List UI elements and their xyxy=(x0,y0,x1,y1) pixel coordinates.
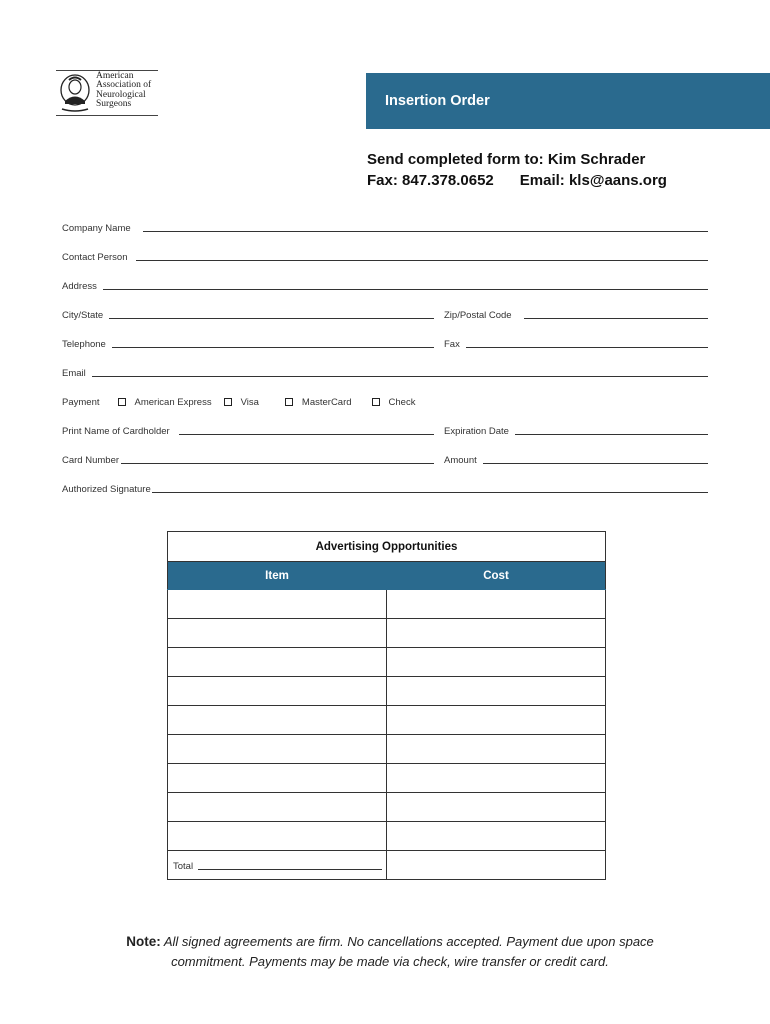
portrait-seal-icon xyxy=(58,73,92,113)
visa-label: Visa xyxy=(240,396,259,408)
company-name-field[interactable] xyxy=(62,220,708,234)
zip-line[interactable] xyxy=(524,318,708,319)
aans-logo xyxy=(56,70,158,116)
check-label: Check xyxy=(388,396,416,408)
fax-field[interactable] xyxy=(444,336,708,350)
table-row xyxy=(168,590,606,619)
total-row xyxy=(168,851,606,880)
cost-cell[interactable] xyxy=(387,793,606,822)
fax-line[interactable] xyxy=(466,347,708,348)
telephone-label: Telephone xyxy=(62,339,106,350)
item-cell[interactable] xyxy=(168,735,387,764)
city-state-label: City/State xyxy=(62,310,104,321)
cardholder-label: Print Name of Cardholder xyxy=(62,426,170,437)
column-header-cost: Cost xyxy=(387,562,606,590)
contact-line xyxy=(367,170,667,191)
cost-cell[interactable] xyxy=(387,822,606,851)
send-info xyxy=(367,149,667,191)
city-state-field[interactable] xyxy=(62,307,434,321)
signature-label: Authorized Signature xyxy=(62,484,151,495)
mastercard-label: MasterCard xyxy=(301,396,352,408)
item-cell[interactable] xyxy=(168,677,387,706)
company-name-line[interactable] xyxy=(143,231,708,232)
zip-field[interactable] xyxy=(444,307,708,321)
address-label: Address xyxy=(62,281,97,292)
note-label: Note: xyxy=(126,934,161,949)
amex-label: American Express xyxy=(134,396,212,408)
address-field[interactable] xyxy=(62,278,708,292)
cost-cell[interactable] xyxy=(387,648,606,677)
payment-label: Payment xyxy=(62,396,100,408)
logo-bottom-rule xyxy=(56,115,158,116)
table-header-row xyxy=(168,562,606,590)
logo-wordmark: American Association of Neurological Surgeons xyxy=(96,71,152,110)
check-checkbox[interactable] xyxy=(372,398,380,406)
total-cost-cell[interactable] xyxy=(387,851,606,880)
table-row xyxy=(168,764,606,793)
zip-label: Zip/Postal Code xyxy=(444,310,512,321)
column-header-item: Item xyxy=(168,562,387,590)
cost-cell[interactable] xyxy=(387,735,606,764)
note xyxy=(90,932,690,972)
email-field[interactable] xyxy=(62,365,708,379)
payment-option-visa[interactable] xyxy=(224,397,259,408)
payment-option-amex[interactable] xyxy=(118,397,212,408)
amount-line[interactable] xyxy=(483,463,708,464)
fax-label: Fax xyxy=(444,339,460,350)
expiration-label: Expiration Date xyxy=(444,426,509,437)
item-cell[interactable] xyxy=(168,590,387,619)
item-cell[interactable] xyxy=(168,793,387,822)
table-caption: Advertising Opportunities xyxy=(168,532,606,562)
total-line[interactable] xyxy=(198,869,382,870)
telephone-field[interactable] xyxy=(62,336,434,350)
city-state-line[interactable] xyxy=(109,318,434,319)
mastercard-checkbox[interactable] xyxy=(285,398,293,406)
email-label: Email xyxy=(62,368,86,379)
contact-person-label: Contact Person xyxy=(62,252,128,263)
cost-cell[interactable] xyxy=(387,677,606,706)
cardholder-line[interactable] xyxy=(179,434,434,435)
fax-number: Fax: 847.378.0652 xyxy=(367,172,494,189)
item-cell[interactable] xyxy=(168,706,387,735)
note-text: All signed agreements are firm. No cancellations accepted. Payment due upon space commitment. Payments may be made via check, wire transfer or credit card. xyxy=(163,934,654,969)
expiration-field[interactable] xyxy=(444,423,708,437)
cost-cell[interactable] xyxy=(387,706,606,735)
total-cell[interactable] xyxy=(168,851,387,880)
payment-option-mastercard[interactable] xyxy=(285,397,352,408)
amount-field[interactable] xyxy=(444,452,708,466)
email-address[interactable]: Email: kls@aans.org xyxy=(519,172,667,189)
amount-label: Amount xyxy=(444,455,477,466)
amex-checkbox[interactable] xyxy=(118,398,126,406)
header-banner xyxy=(366,73,770,129)
telephone-line[interactable] xyxy=(112,347,434,348)
cost-cell[interactable] xyxy=(387,619,606,648)
total-label: Total xyxy=(173,861,194,872)
email-line[interactable] xyxy=(92,376,708,377)
item-cell[interactable] xyxy=(168,619,387,648)
table-row xyxy=(168,822,606,851)
contact-person-field[interactable] xyxy=(62,249,708,263)
address-line[interactable] xyxy=(103,289,708,290)
card-number-line[interactable] xyxy=(121,463,434,464)
item-cell[interactable] xyxy=(168,764,387,793)
table-row xyxy=(168,735,606,764)
expiration-line[interactable] xyxy=(515,434,708,435)
card-number-field[interactable] xyxy=(62,452,434,466)
cardholder-field[interactable] xyxy=(62,423,434,437)
signature-line[interactable] xyxy=(152,492,708,493)
item-cell[interactable] xyxy=(168,822,387,851)
item-cell[interactable] xyxy=(168,648,387,677)
visa-checkbox[interactable] xyxy=(224,398,232,406)
payment-options xyxy=(62,395,415,409)
table-row xyxy=(168,677,606,706)
card-number-label: Card Number xyxy=(62,455,120,466)
signature-field[interactable] xyxy=(62,481,708,495)
company-name-label: Company Name xyxy=(62,223,131,234)
table-row xyxy=(168,706,606,735)
cost-cell[interactable] xyxy=(387,764,606,793)
advertising-table xyxy=(167,531,606,880)
payment-option-check[interactable] xyxy=(372,397,416,408)
table-row xyxy=(168,648,606,677)
cost-cell[interactable] xyxy=(387,590,606,619)
contact-person-line[interactable] xyxy=(136,260,708,261)
table-row xyxy=(168,619,606,648)
page-title: Insertion Order xyxy=(385,93,490,109)
table-row xyxy=(168,793,606,822)
send-to-line: Send completed form to: Kim Schrader xyxy=(367,151,646,168)
